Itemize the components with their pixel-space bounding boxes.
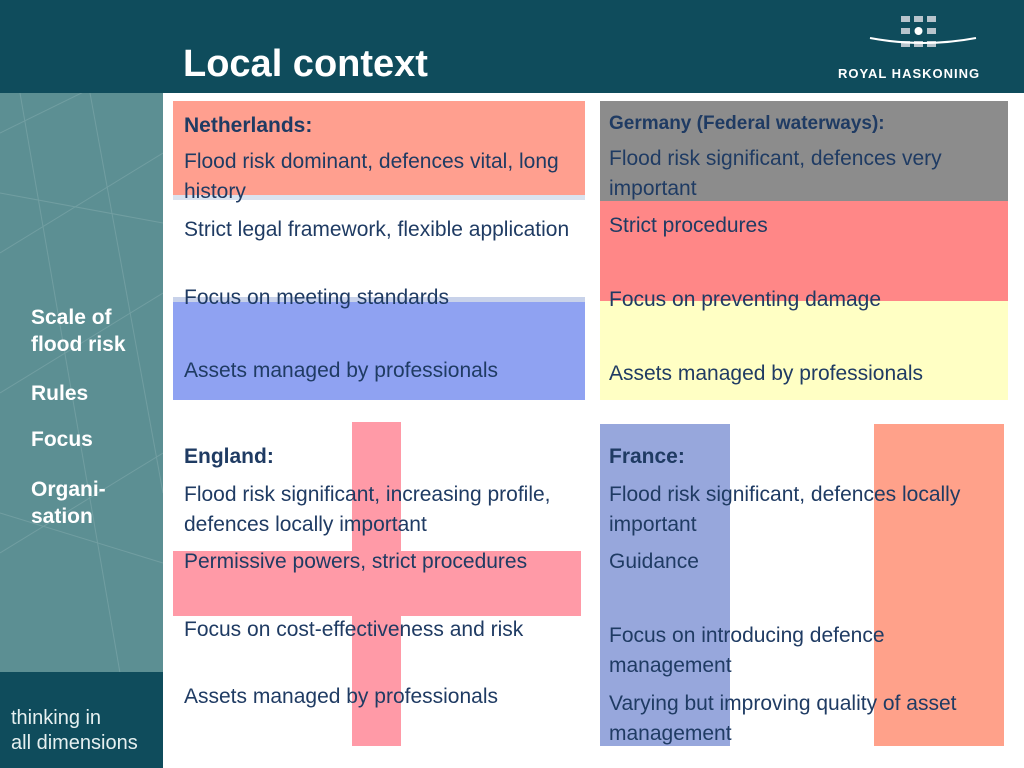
sidebar-item-scale: Scale of flood risk xyxy=(31,306,126,356)
slide-title: Local context xyxy=(183,43,428,85)
sidebar-item-focus: Focus xyxy=(31,428,93,451)
france-organisation: Varying but improving quality of asset management xyxy=(609,692,957,745)
royal-haskoning-logo-icon xyxy=(868,12,978,60)
tagline-line-1: thinking in xyxy=(11,707,102,729)
netherlands-heading: Netherlands: xyxy=(184,114,313,137)
france-rules: Guidance xyxy=(609,550,699,573)
france-heading: France: xyxy=(609,445,685,468)
france-scale: Flood risk significant, defences locally important xyxy=(609,483,961,536)
germany-focus: Focus on preventing damage xyxy=(609,288,882,311)
england-focus: Focus on cost-effectiveness and risk xyxy=(184,618,524,641)
england-organisation: Assets managed by professionals xyxy=(184,685,499,708)
england-rules: Permissive powers, strict procedures xyxy=(184,550,528,573)
germany-rules: Strict procedures xyxy=(609,214,768,237)
netherlands-scale: Flood risk dominant, defences vital, long history xyxy=(184,150,559,203)
logo-wordmark: ROYAL HASKONING xyxy=(838,66,981,81)
germany-heading: Germany (Federal waterways): xyxy=(609,113,885,134)
netherlands-rules: Strict legal framework, flexible application xyxy=(184,218,570,241)
germany-organisation: Assets managed by professionals xyxy=(609,362,924,385)
sidebar-item-rules: Rules xyxy=(31,382,89,405)
tagline-line-2: all dimensions xyxy=(11,732,138,754)
france-focus: Focus on introducing defence management xyxy=(609,624,885,677)
netherlands-organisation: Assets managed by professionals xyxy=(184,359,499,382)
sidebar-item-organisation: Organi- sation xyxy=(31,478,106,528)
germany-scale: Flood risk significant, defences very important xyxy=(609,147,942,200)
england-scale: Flood risk significant, increasing profile, defences locally important xyxy=(184,483,551,536)
tagline xyxy=(11,706,138,756)
netherlands-focus: Focus on meeting standards xyxy=(184,286,449,309)
england-heading: England: xyxy=(184,445,274,468)
